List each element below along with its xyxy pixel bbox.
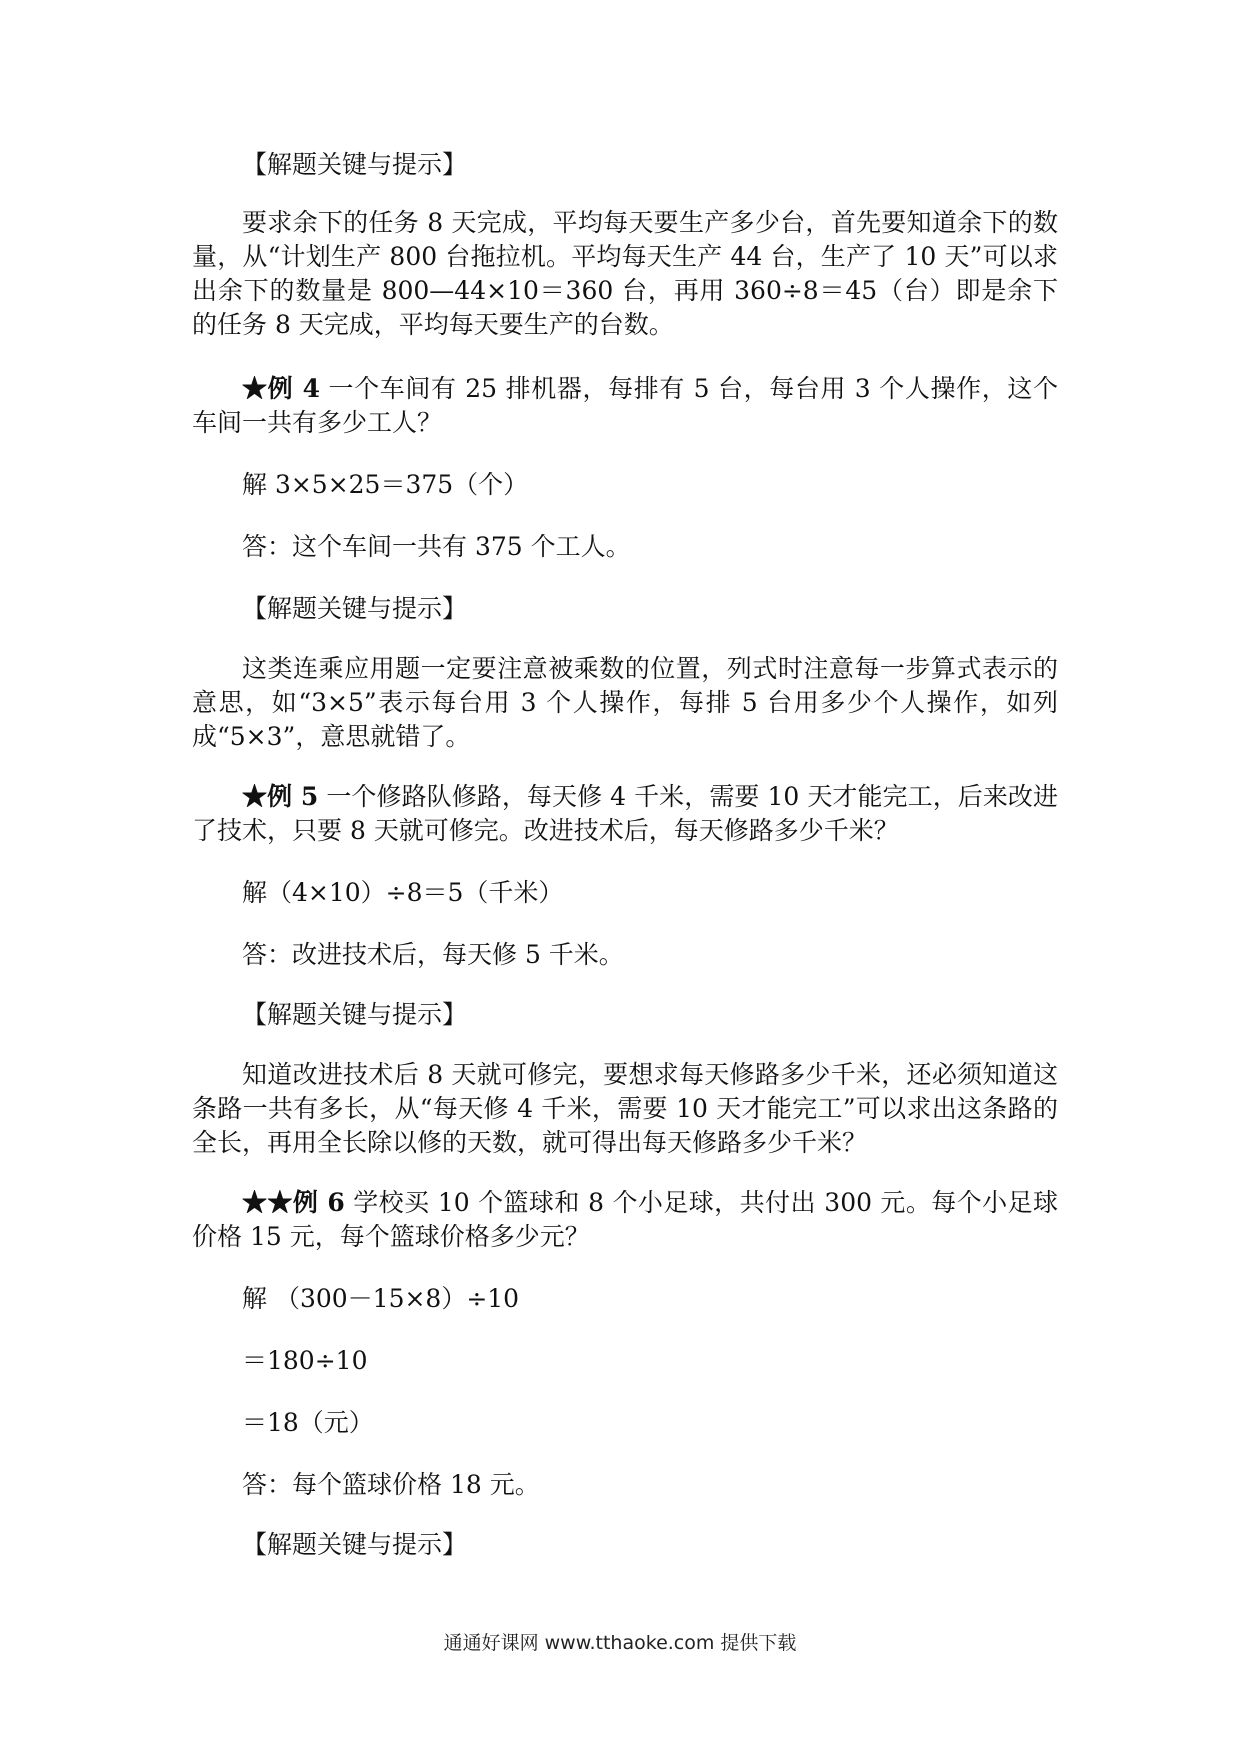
hint-text-1: 要求余下的任务 8 天完成，平均每天要生产多少台，首先要知道余下的数量，从“计划生产 800 台拖拉机。平均每天生产 44 台，生产了 10 天”可以求出余下的数量是 800—44×10＝360 台，再用 360÷8＝45（台）即是余下的任务 8 天完成，平均每天要生产的台数。 [192, 208, 1058, 339]
example-5-label: ★例 5 [242, 782, 319, 811]
example-5-solution: 解（4×10）÷8＝5（千米） [242, 878, 564, 907]
hint-heading-4: 【解题关键与提示】 [242, 1530, 468, 1559]
hint-heading-2: 【解题关键与提示】 [242, 594, 468, 623]
hint-text-3: 知道改进技术后 8 天就可修完，要想求每天修路多少千米，还必须知道这条路一共有多长，从“每天修 4 千米，需要 10 天才能完工”可以求出这条路的全长，再用全长除以修的天数，就可得出每天修路多少千米？ [192, 1060, 1058, 1157]
example-6-answer: 答：每个篮球价格 18 元。 [242, 1470, 540, 1499]
page-footer: 通通好课网 www.tthaoke.com 提供下载 [443, 1632, 797, 1654]
example-4-solution: 解 3×5×25＝375（个） [242, 470, 529, 499]
example-4-paragraph [192, 372, 1058, 440]
example-6-solution-line-1: 解 （300－15×8）÷10 [242, 1284, 520, 1313]
hint-heading-1: 【解题关键与提示】 [242, 150, 468, 179]
example-6-text: 学校买 10 个篮球和 8 个小足球，共付出 300 元。每个小足球价格 15 元，每个篮球价格多少元？ [192, 1188, 1058, 1251]
example-6-label: ★★例 6 [242, 1188, 345, 1217]
example-4-label: ★例 4 [242, 374, 320, 403]
example-4-answer: 答：这个车间一共有 375 个工人。 [242, 532, 631, 561]
example-6-solution-line-3: ＝18（元） [242, 1408, 374, 1437]
example-5-paragraph [192, 780, 1058, 848]
example-6-solution-line-2: ＝180÷10 [242, 1346, 368, 1375]
hint-text-2: 这类连乘应用题一定要注意被乘数的位置，列式时注意每一步算式表示的意思，如“3×5”表示每台用 3 个人操作，每排 5 台用多少个人操作，如列成“5×3”，意思就错了。 [192, 654, 1058, 751]
example-5-text: 一个修路队修路，每天修 4 千米，需要 10 天才能完工，后来改进了技术，只要 8 天就可修完。改进技术后，每天修路多少千米？ [192, 782, 1058, 845]
hint-heading-3: 【解题关键与提示】 [242, 1000, 468, 1029]
example-6-paragraph [192, 1186, 1058, 1254]
example-5-answer: 答：改进技术后，每天修 5 千米。 [242, 940, 624, 969]
example-4-text: 一个车间有 25 排机器，每排有 5 台，每台用 3 个人操作，这个车间一共有多少工人？ [192, 374, 1058, 437]
